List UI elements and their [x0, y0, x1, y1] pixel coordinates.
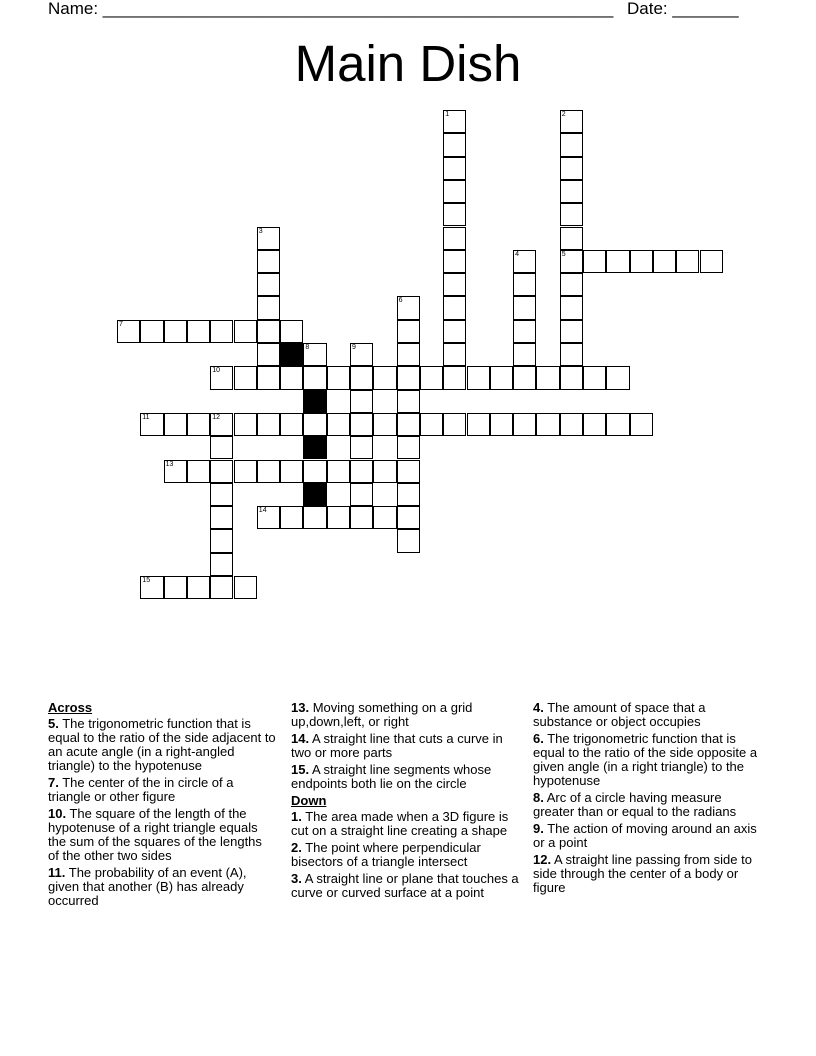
clue-text: A straight line that cuts a curve in two or more parts: [291, 731, 503, 760]
clue-number-label: 7: [119, 320, 123, 328]
crossword-cell[interactable]: [234, 460, 257, 483]
name-field-line: Name: ______________________________________________________: [48, 0, 614, 18]
crossword-cell[interactable]: [234, 576, 257, 599]
date-field-line: Date: _______: [627, 0, 739, 18]
crossword-cell[interactable]: [397, 529, 420, 552]
crossword-cell[interactable]: [700, 250, 723, 273]
clue-across-15: [291, 763, 519, 791]
crossword-cell[interactable]: [350, 366, 373, 389]
crossword-cell[interactable]: [397, 506, 420, 529]
crossword-cell[interactable]: [257, 343, 280, 366]
crossword-cell[interactable]: [373, 506, 396, 529]
clue-number: 9.: [533, 821, 544, 836]
crossword-cell[interactable]: [164, 413, 187, 436]
crossword-cell[interactable]: [327, 460, 350, 483]
crossword-cell[interactable]: [187, 413, 210, 436]
clue-down-9: [533, 822, 761, 850]
clue-number: 4.: [533, 700, 544, 715]
clue-text: The amount of space that a substance or object occupies: [533, 700, 706, 729]
clue-number: 1.: [291, 809, 302, 824]
crossword-cell[interactable]: [397, 343, 420, 366]
crossword-cell[interactable]: [164, 576, 187, 599]
clue-across-14: [291, 732, 519, 760]
crossword-cell[interactable]: [257, 296, 280, 319]
crossword-cell[interactable]: [560, 273, 583, 296]
crossword-cell[interactable]: [210, 436, 233, 459]
crossword-cell[interactable]: [443, 413, 466, 436]
clue-number: 15.: [291, 762, 310, 777]
crossword-cell[interactable]: [397, 296, 420, 319]
clue-number-label: 8: [305, 344, 310, 351]
clue-text: The trigonometric function that is equal to the ratio of the side adjacent to an acute angle (in a right-angled triangle) to the hypotenuse: [48, 716, 276, 773]
crossword-cell[interactable]: [513, 296, 536, 319]
clue-number: 10.: [48, 806, 67, 821]
clue-text: The point where perpendicular bisectors of a triangle intersect: [291, 840, 481, 869]
clue-number-label: 14: [258, 507, 267, 515]
clue-number-label: 3: [258, 227, 263, 235]
crossword-cell[interactable]: [443, 366, 466, 389]
crossword-cell[interactable]: [210, 553, 233, 576]
crossword-cell[interactable]: [164, 460, 187, 483]
crossword-cell[interactable]: [257, 273, 280, 296]
crossword-cell[interactable]: [490, 413, 513, 436]
clue-number-label: 12: [212, 413, 220, 421]
crossword-cell[interactable]: [303, 343, 326, 366]
crossword-cell[interactable]: [373, 413, 396, 436]
crossword-cell[interactable]: [397, 460, 420, 483]
crossword-cell[interactable]: [280, 320, 303, 343]
clue-number: 12.: [533, 852, 552, 867]
crossword-cell[interactable]: [560, 133, 583, 156]
crossword-cell[interactable]: [234, 366, 257, 389]
crossword-cell[interactable]: [467, 366, 490, 389]
crossword-cell[interactable]: [350, 413, 373, 436]
crossword-cell[interactable]: [164, 320, 187, 343]
crossword-cell[interactable]: [257, 506, 280, 529]
crossword-black-cell: [303, 390, 326, 413]
crossword-cell[interactable]: [257, 460, 280, 483]
crossword-cell[interactable]: [373, 366, 396, 389]
clue-number: 5.: [48, 716, 59, 731]
crossword-cell[interactable]: [210, 460, 233, 483]
crossword-cell[interactable]: [443, 343, 466, 366]
crossword-cell[interactable]: [397, 483, 420, 506]
clue-number-label: 15: [142, 577, 151, 584]
crossword-cell[interactable]: [420, 413, 443, 436]
crossword-cell[interactable]: [350, 460, 373, 483]
crossword-cell[interactable]: [490, 366, 513, 389]
crossword-cell[interactable]: [210, 576, 233, 599]
clue-text: A straight line passing from side to side through the center of a body or figure: [533, 852, 752, 895]
crossword-cell[interactable]: [630, 413, 653, 436]
crossword-cell[interactable]: [513, 343, 536, 366]
crossword-cell[interactable]: [443, 157, 466, 180]
crossword-cell[interactable]: [560, 366, 583, 389]
crossword-cell[interactable]: [443, 110, 466, 133]
clue-number-label: 13: [165, 460, 174, 468]
crossword-cell[interactable]: [327, 413, 350, 436]
crossword-cell[interactable]: [327, 366, 350, 389]
crossword-cell[interactable]: [606, 250, 629, 273]
clue-text: The area made when a 3D figure is cut on a straight line creating a shape: [291, 809, 509, 838]
clue-down-2: [291, 841, 519, 869]
clue-text: A straight line or plane that touches a curve or curved surface at a point: [291, 871, 519, 900]
crossword-cell[interactable]: [536, 413, 559, 436]
crossword-cell[interactable]: [536, 366, 559, 389]
crossword-cell[interactable]: [583, 366, 606, 389]
crossword-cell[interactable]: [234, 320, 257, 343]
across-heading: Across: [48, 700, 93, 715]
crossword-cell[interactable]: [257, 413, 280, 436]
clue-text: The probability of an event (A), given that another (B) has already occurred: [48, 865, 247, 908]
crossword-cell[interactable]: [210, 483, 233, 506]
crossword-cell[interactable]: [606, 413, 629, 436]
crossword-cell[interactable]: [513, 366, 536, 389]
crossword-cell[interactable]: [397, 390, 420, 413]
crossword-cell[interactable]: [303, 413, 326, 436]
crossword-cell[interactable]: [373, 460, 396, 483]
crossword-cell[interactable]: [560, 203, 583, 226]
clue-down-4: [533, 701, 761, 729]
clue-number: 7.: [48, 775, 59, 790]
crossword-cell[interactable]: [560, 110, 583, 133]
crossword-cell[interactable]: [513, 273, 536, 296]
crossword-cell[interactable]: [140, 576, 163, 599]
clue-down-1: [291, 810, 519, 838]
clue-number-label: 10: [212, 367, 220, 375]
clue-text: The center of the in circle of a triangle or other figure: [48, 775, 234, 804]
clue-across-5: [48, 717, 276, 773]
clue-down-8: [533, 791, 761, 819]
clue-number: 14.: [291, 731, 310, 746]
crossword-cell[interactable]: [350, 506, 373, 529]
clue-down-3: [291, 872, 519, 900]
crossword-cell[interactable]: [187, 576, 210, 599]
clue-number-label: 2: [561, 111, 566, 118]
crossword-cell[interactable]: [397, 413, 420, 436]
clue-number-label: 1: [445, 111, 450, 118]
crossword-cell[interactable]: [257, 320, 280, 343]
crossword-cell[interactable]: [303, 366, 326, 389]
clue-number-label: 5: [561, 250, 566, 258]
clue-number: 8.: [533, 790, 544, 805]
crossword-cell[interactable]: [630, 250, 653, 273]
crossword-cell[interactable]: [513, 320, 536, 343]
crossword-cell[interactable]: [560, 296, 583, 319]
clue-text: A straight line segments whose endpoints both lie on the circle: [291, 762, 492, 791]
clue-text: Arc of a circle having measure greater than or equal to the radians: [533, 790, 737, 819]
crossword-cell[interactable]: [280, 413, 303, 436]
crossword-cell[interactable]: [443, 180, 466, 203]
clue-number-label: 11: [142, 413, 150, 421]
clue-down-6: [533, 732, 761, 788]
clue-down-12: [533, 853, 761, 895]
clue-column-2: [291, 701, 519, 903]
crossword-cell[interactable]: [350, 390, 373, 413]
crossword-cell[interactable]: [187, 320, 210, 343]
crossword-cell[interactable]: [187, 460, 210, 483]
clue-number: 11.: [48, 865, 66, 880]
clue-column-1: [48, 701, 276, 911]
clue-column-3: [533, 701, 761, 898]
crossword-cell[interactable]: [210, 413, 233, 436]
page-title: Main Dish: [294, 35, 522, 92]
clue-across-10: [48, 807, 276, 863]
crossword-cell[interactable]: [280, 366, 303, 389]
crossword-cell[interactable]: [560, 320, 583, 343]
crossword-cell[interactable]: [257, 366, 280, 389]
clue-number: 6.: [533, 731, 544, 746]
crossword-cell[interactable]: [140, 320, 163, 343]
crossword-cell[interactable]: [117, 320, 140, 343]
down-heading: Down: [291, 793, 327, 808]
crossword-cell[interactable]: [467, 413, 490, 436]
crossword-cell[interactable]: [443, 227, 466, 250]
crossword-cell[interactable]: [210, 366, 233, 389]
crossword-cell[interactable]: [397, 436, 420, 459]
clue-text: The trigonometric function that is equal to the ratio of the side opposite a given angle (in a right triangle) to the hypotenuse: [533, 731, 758, 788]
crossword-cell[interactable]: [560, 157, 583, 180]
clue-across-7: [48, 776, 276, 804]
crossword-cell[interactable]: [280, 506, 303, 529]
crossword-cell[interactable]: [606, 366, 629, 389]
crossword-cell[interactable]: [560, 180, 583, 203]
crossword-cell[interactable]: [257, 227, 280, 250]
crossword-cell[interactable]: [350, 483, 373, 506]
crossword-cell[interactable]: [420, 366, 443, 389]
crossword-cell[interactable]: [257, 250, 280, 273]
clue-number-label: 6: [398, 297, 403, 305]
crossword-cell[interactable]: [443, 320, 466, 343]
crossword-cell[interactable]: [560, 227, 583, 250]
crossword-cell[interactable]: [513, 413, 536, 436]
crossword-cell[interactable]: [210, 506, 233, 529]
crossword-cell[interactable]: [583, 250, 606, 273]
crossword-cell[interactable]: [350, 343, 373, 366]
crossword-cell[interactable]: [560, 413, 583, 436]
crossword-cell[interactable]: [303, 506, 326, 529]
crossword-cell[interactable]: [676, 250, 699, 273]
crossword-cell[interactable]: [210, 320, 233, 343]
crossword-cell[interactable]: [560, 343, 583, 366]
crossword-cell[interactable]: [397, 366, 420, 389]
clue-number: 3.: [291, 871, 302, 886]
crossword-cell[interactable]: [397, 320, 420, 343]
clue-number-label: 9: [352, 344, 356, 351]
crossword-cell[interactable]: [443, 250, 466, 273]
crossword-cell[interactable]: [583, 413, 606, 436]
clue-number: 2.: [291, 840, 302, 855]
crossword-cell[interactable]: [443, 203, 466, 226]
crossword-cell[interactable]: [327, 506, 350, 529]
clue-across-13: [291, 701, 519, 729]
clue-across-11: [48, 866, 276, 908]
crossword-cell[interactable]: [303, 460, 326, 483]
crossword-black-cell: [303, 436, 326, 459]
crossword-cell[interactable]: [653, 250, 676, 273]
crossword-cell[interactable]: [513, 250, 536, 273]
clue-text: The action of moving around an axis or a point: [533, 821, 757, 850]
crossword-cell[interactable]: [140, 413, 163, 436]
crossword-cell[interactable]: [210, 529, 233, 552]
clue-number-label: 4: [515, 250, 519, 258]
crossword-cell[interactable]: [443, 296, 466, 319]
clue-number: 13.: [291, 700, 310, 715]
crossword-cell[interactable]: [350, 436, 373, 459]
clue-text: Moving something on a grid up,down,left, or right: [291, 700, 473, 729]
crossword-cell[interactable]: [280, 460, 303, 483]
clue-text: The square of the length of the hypotenuse of a right triangle equals the sum of the squares of the lengths of the other two sides: [48, 806, 262, 863]
crossword-cell[interactable]: [443, 273, 466, 296]
crossword-black-cell: [280, 343, 303, 366]
crossword-black-cell: [303, 483, 326, 506]
crossword-cell[interactable]: [560, 250, 583, 273]
crossword-cell[interactable]: [443, 133, 466, 156]
crossword-cell[interactable]: [234, 413, 257, 436]
